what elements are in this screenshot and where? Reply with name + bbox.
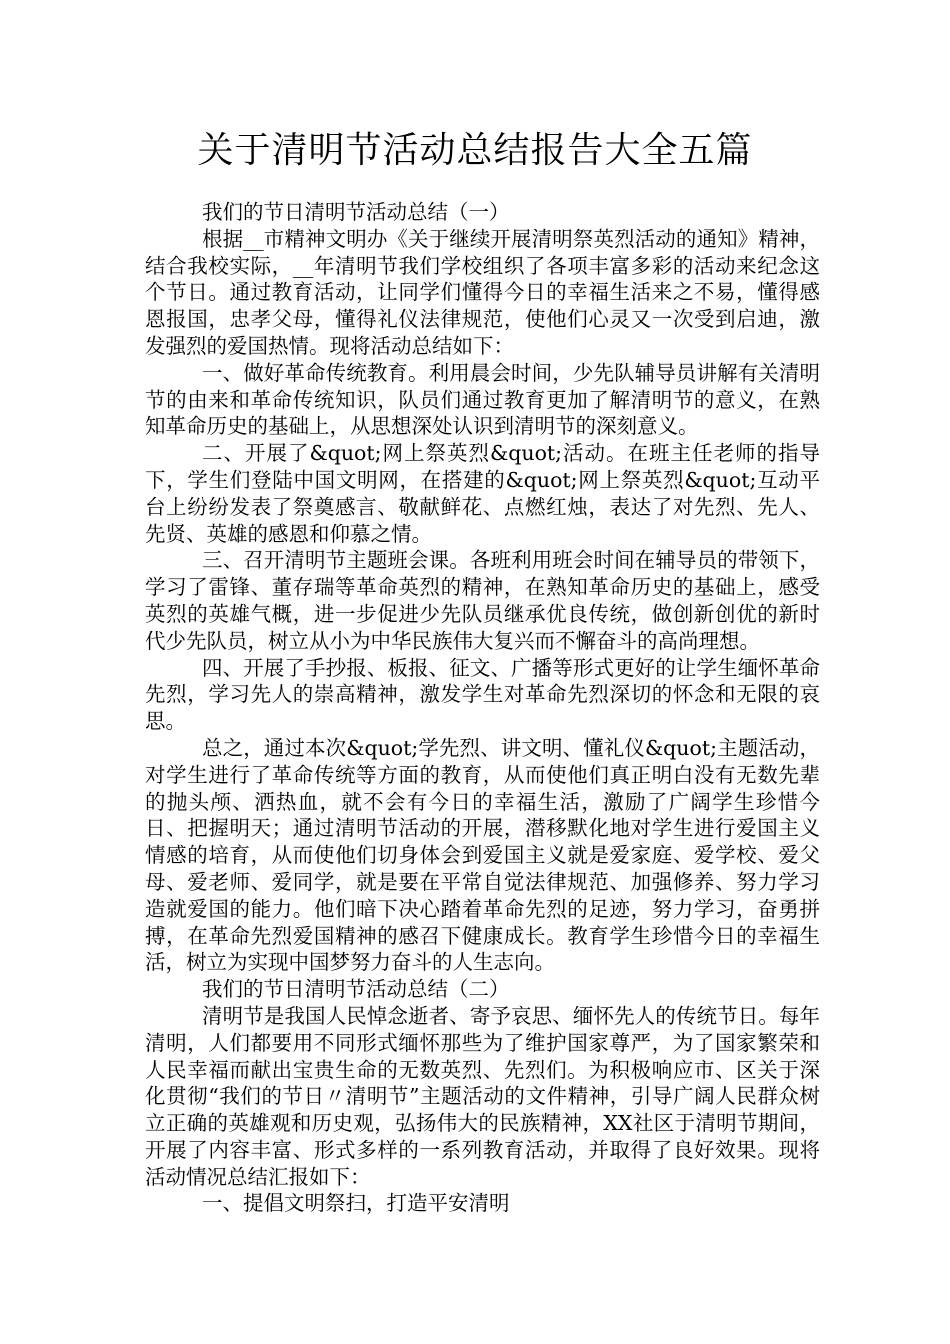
paragraph: 四、开展了手抄报、板报、征文、广播等形式更好的让学生缅怀革命先烈，学习先人的崇高精神，激发学生对革命先烈深切的怀念和无限的哀思。 bbox=[145, 655, 820, 734]
section-heading-2: 我们的节日清明节活动总结（二） bbox=[202, 977, 510, 1002]
document-body bbox=[145, 199, 820, 1217]
paragraph: 一、做好革命传统教育。利用晨会时间，少先队辅导员讲解有关清明节的由来和革命传统知识，队员们通过教育更加了解清明节的意义，在熟知革命历史的基础上，从思想深处认识到清明节的深刻意义。 bbox=[145, 360, 820, 439]
paragraph: 清明节是我国人民悼念逝者、寄予哀思、缅怀先人的传统节日。每年清明，人们都要用不同形式缅怀那些为了维护国家尊严，为了国家繁荣和人民幸福而献出宝贵生命的无数英烈、先烈们。为积极响应市、区关于深化贯彻“我们的节日〃清明节”主题活动的文件精神，引导广阔人民群众树立正确的英雄观和历史观，弘扬伟大的民族精神，XX社区于清明节期间，开展了内容丰富、形式多样的一系列教育活动，并取得了良好效果。现将活动情况总结汇报如下： bbox=[145, 1003, 820, 1189]
paragraph: 二、开展了&quot;网上祭英烈&quot;活动。在班主任老师的指导下，学生们登陆中国文明网，在搭建的&quot;网上祭英烈&quot;互动平台上纷纷发表了祭奠感言、敬献鲜花、点燃红烛，表达了对先烈、先人、先贤、英雄的感恩和仰慕之情。 bbox=[145, 441, 820, 546]
paragraph: 根据__市精神文明办《关于继续开展清明祭英烈活动的通知》精神，结合我校实际，__年清明节我们学校组织了各项丰富多彩的活动来纪念这个节日。通过教育活动，让同学们懂得今日的幸福生活来之不易，懂得感恩报国，忠孝父母，懂得礼仪法律规范，使他们心灵又一次受到启迪，激发强烈的爱国热情。现将活动总结如下： bbox=[145, 226, 820, 358]
document-title: 关于清明节活动总结报告大全五篇 bbox=[197, 130, 753, 171]
paragraph: 三、召开清明节主题班会课。各班利用班会时间在辅导员的带领下，学习了雷锋、董存瑞等革命英烈的精神，在熟知革命历史的基础上，感受英烈的英雄气概，进一步促进少先队员继承优良传统，做创新创优的新时代少先队员，树立从小为中华民族伟大复兴而不懈奋斗的高尚理想。 bbox=[145, 548, 820, 653]
paragraph: 总之，通过本次&quot;学先烈、讲文明、懂礼仪&quot;主题活动，对学生进行了革命传统等方面的教育，从而使他们真正明白没有无数先辈的抛头颅、洒热血，就不会有今日的幸福生活，激励了广阔学生珍惜今日、把握明天；通过清明节活动的开展，潜移默化地对学生进行爱国主义情感的培育，从而使他们切身体会到爱国主义就是爱家庭、爱学校、爱父母、爱老师、爱同学，就是要在平常自觉法律规范、加强修养、努力学习造就爱国的能力。他们暗下决心踏着革命先烈的足迹，努力学习，奋勇拼搏，在革命先烈爱国精神的感召下健康成长。教育学生珍惜今日的幸福生活，树立为实现中国梦努力奋斗的人生志向。 bbox=[145, 735, 820, 975]
section-heading-1: 我们的节日清明节活动总结（一） bbox=[202, 200, 510, 224]
subheading: 一、提倡文明祭扫，打造平安清明 bbox=[202, 1191, 510, 1216]
